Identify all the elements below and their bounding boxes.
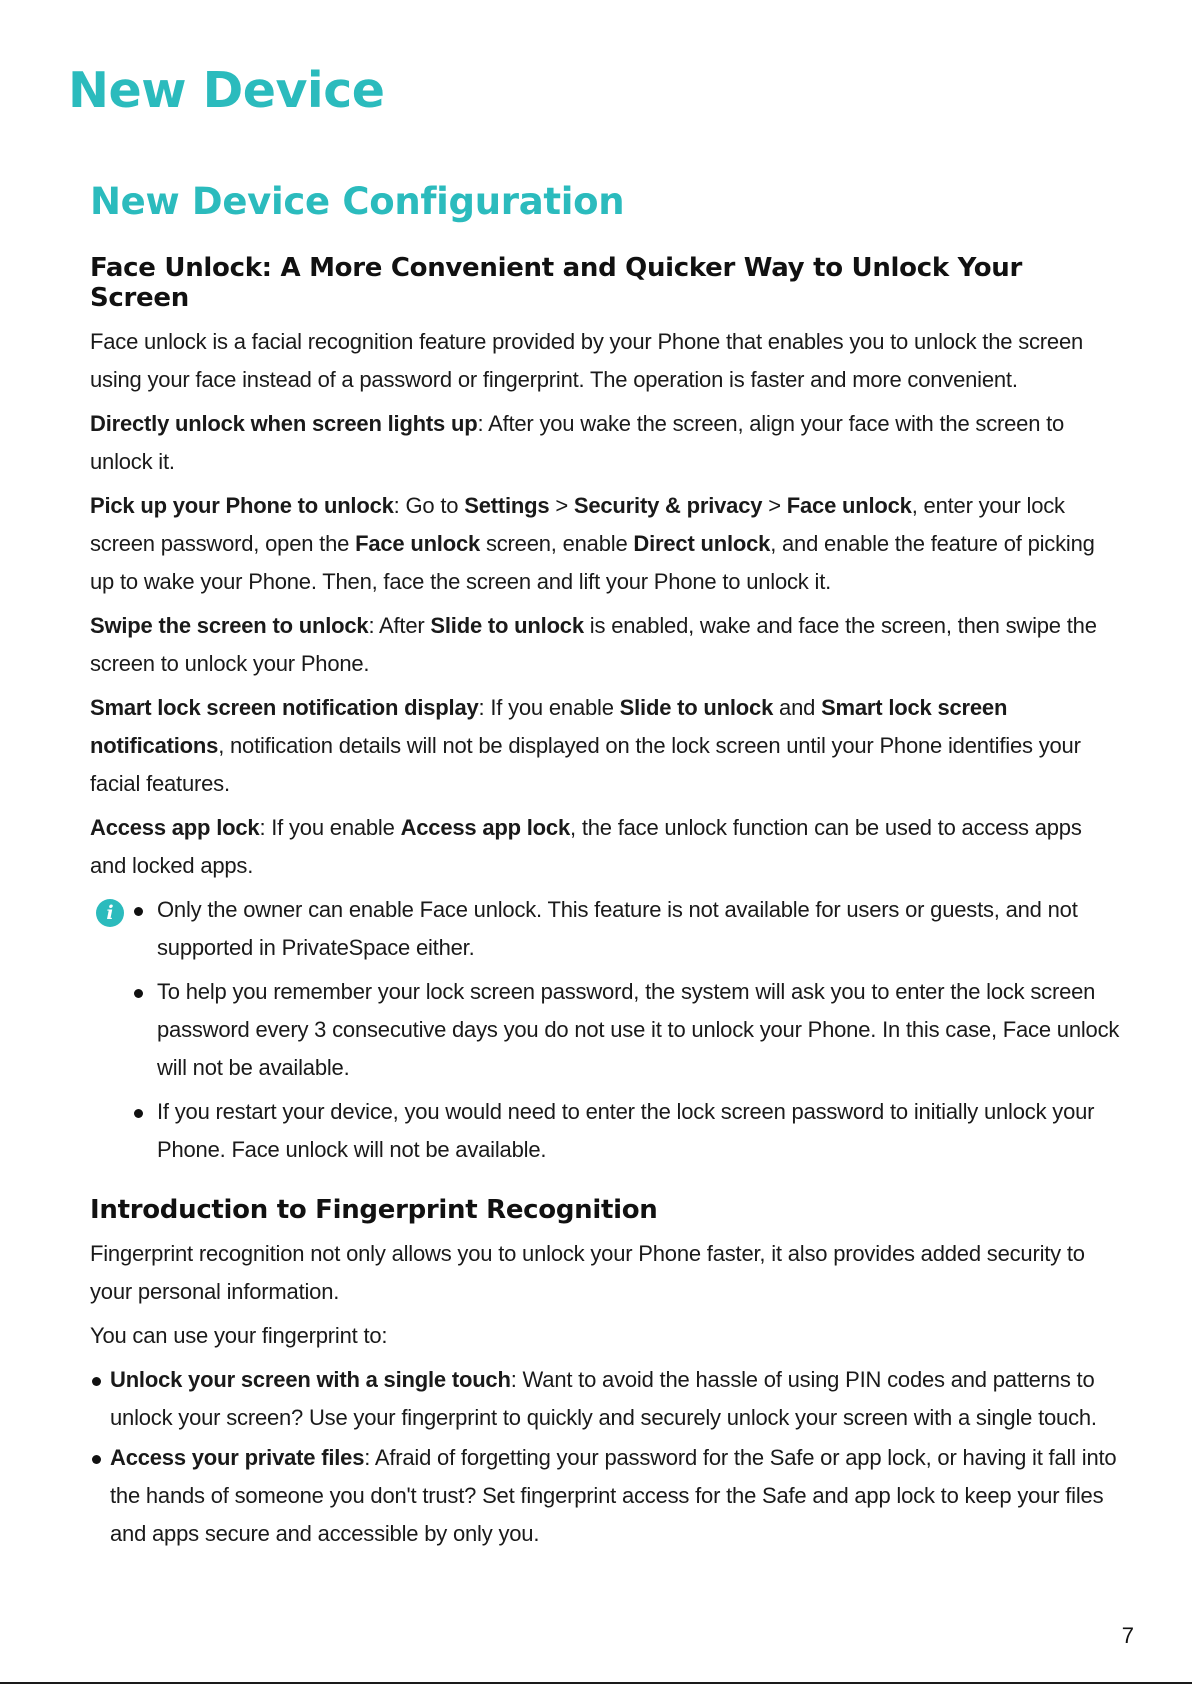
fingerprint-heading: Introduction to Fingerprint Recognition: [90, 1195, 658, 1225]
face-unlock-ref: Face unlock: [786, 493, 912, 518]
pickup-text-1: : Go to: [393, 493, 465, 518]
page-number: 7: [1121, 1623, 1134, 1648]
access-app-lock-term: Access app lock: [90, 815, 260, 840]
direct-unlock-term: Directly unlock when screen lights up: [90, 411, 478, 436]
slide-to-unlock-ref: Slide to unlock: [619, 695, 774, 720]
face-unlock-note: [90, 891, 1120, 1169]
note-item: To help you remember your lock screen password, the system will ask you to enter the lock screen password every 3 consecutive days you do not use it to unlock your Phone. In this case, Face unlock will not be available.: [157, 973, 1120, 1087]
note-list: [157, 891, 1120, 1169]
footer-divider: [0, 1682, 1192, 1684]
bullet-term: Access your private files: [110, 1445, 365, 1470]
slide-to-unlock-ref: Slide to unlock: [430, 613, 584, 638]
smart-text-3: , notification details will not be displayed on the lock screen until your Phone identifies your facial features.: [90, 733, 1081, 796]
swipe-text-1: : After: [368, 613, 431, 638]
settings-menu-ref: Settings: [464, 493, 550, 518]
pickup-text-4: , and enable the feature of picking up to wake your Phone. Then, face the screen and lift your Phone to unlock it.: [90, 531, 1095, 594]
smart-notification-paragraph: [90, 689, 1120, 803]
bullet-text: : Want to avoid the hassle of using PIN codes and patterns to unlock your screen? Use your fingerprint to quickly and securely unlock your screen with a single touch.: [110, 1367, 1097, 1430]
fingerprint-uses-list: [90, 1361, 1120, 1553]
smart-notifications-ref: Smart lock screen notifications: [90, 695, 1008, 758]
face-unlock-screen-ref: Face unlock: [355, 531, 481, 556]
section-title: New Device Configuration: [90, 180, 625, 223]
access-text-2: , the face unlock function can be used to access apps and locked apps.: [90, 815, 1082, 878]
smart-notification-term: Smart lock screen notification display: [90, 695, 479, 720]
smart-text-1: : If you enable: [478, 695, 620, 720]
pickup-text-3: screen, enable: [480, 531, 634, 556]
bullet-text: : Afraid of forgetting your password for the Safe or app lock, or having it fall into the hands of someone you don't trust? Set fingerprint access for the Safe and app lock to keep your files and apps secure and accessible by only you.: [110, 1445, 1117, 1546]
direct-unlock-paragraph: [90, 405, 1120, 481]
face-unlock-intro: Face unlock is a facial recognition feature provided by your Phone that enables you to unlock the screen using your face instead of a password or fingerprint. The operation is faster and more convenient.: [90, 329, 1084, 392]
security-privacy-ref: Security & privacy: [573, 493, 763, 518]
smart-text-2: and: [773, 695, 822, 720]
info-icon: i: [96, 899, 124, 927]
swipe-unlock-term: Swipe the screen to unlock: [90, 613, 369, 638]
access-text-1: : If you enable: [259, 815, 401, 840]
list-item: [90, 1361, 1120, 1437]
fingerprint-intro: Fingerprint recognition not only allows you to unlock your Phone faster, it also provides added security to your personal information.: [90, 1241, 1085, 1304]
pickup-unlock-term: Pick up your Phone to unlock: [90, 493, 394, 518]
direct-unlock-text: : After you wake the screen, align your face with the screen to unlock it.: [90, 411, 1065, 474]
pickup-text-2: , enter your lock screen password, open the: [90, 493, 1065, 556]
note-item: If you restart your device, you would need to enter the lock screen password to initially unlock your Phone. Face unlock will not be available.: [157, 1093, 1120, 1169]
swipe-unlock-paragraph: [90, 607, 1120, 683]
access-app-lock-paragraph: [90, 809, 1120, 885]
face-unlock-heading: Face Unlock: A More Convenient and Quicker Way to Unlock Your Screen: [90, 253, 1023, 313]
chapter-title: New Device: [68, 62, 385, 119]
page-content: [90, 180, 1120, 1555]
bullet-term: Unlock your screen with a single touch: [110, 1367, 511, 1392]
swipe-text-2: is enabled, wake and face the screen, then swipe the screen to unlock your Phone.: [90, 613, 1097, 676]
path-separator: >: [549, 493, 574, 518]
fingerprint-lead: You can use your fingerprint to:: [90, 1323, 388, 1348]
pickup-unlock-paragraph: [90, 487, 1120, 601]
note-item: Only the owner can enable Face unlock. This feature is not available for users or guests, and not supported in PrivateSpace either.: [157, 891, 1120, 967]
access-app-lock-ref: Access app lock: [400, 815, 570, 840]
list-item: [90, 1439, 1120, 1553]
direct-unlock-ref: Direct unlock: [633, 531, 771, 556]
path-separator: >: [762, 493, 787, 518]
